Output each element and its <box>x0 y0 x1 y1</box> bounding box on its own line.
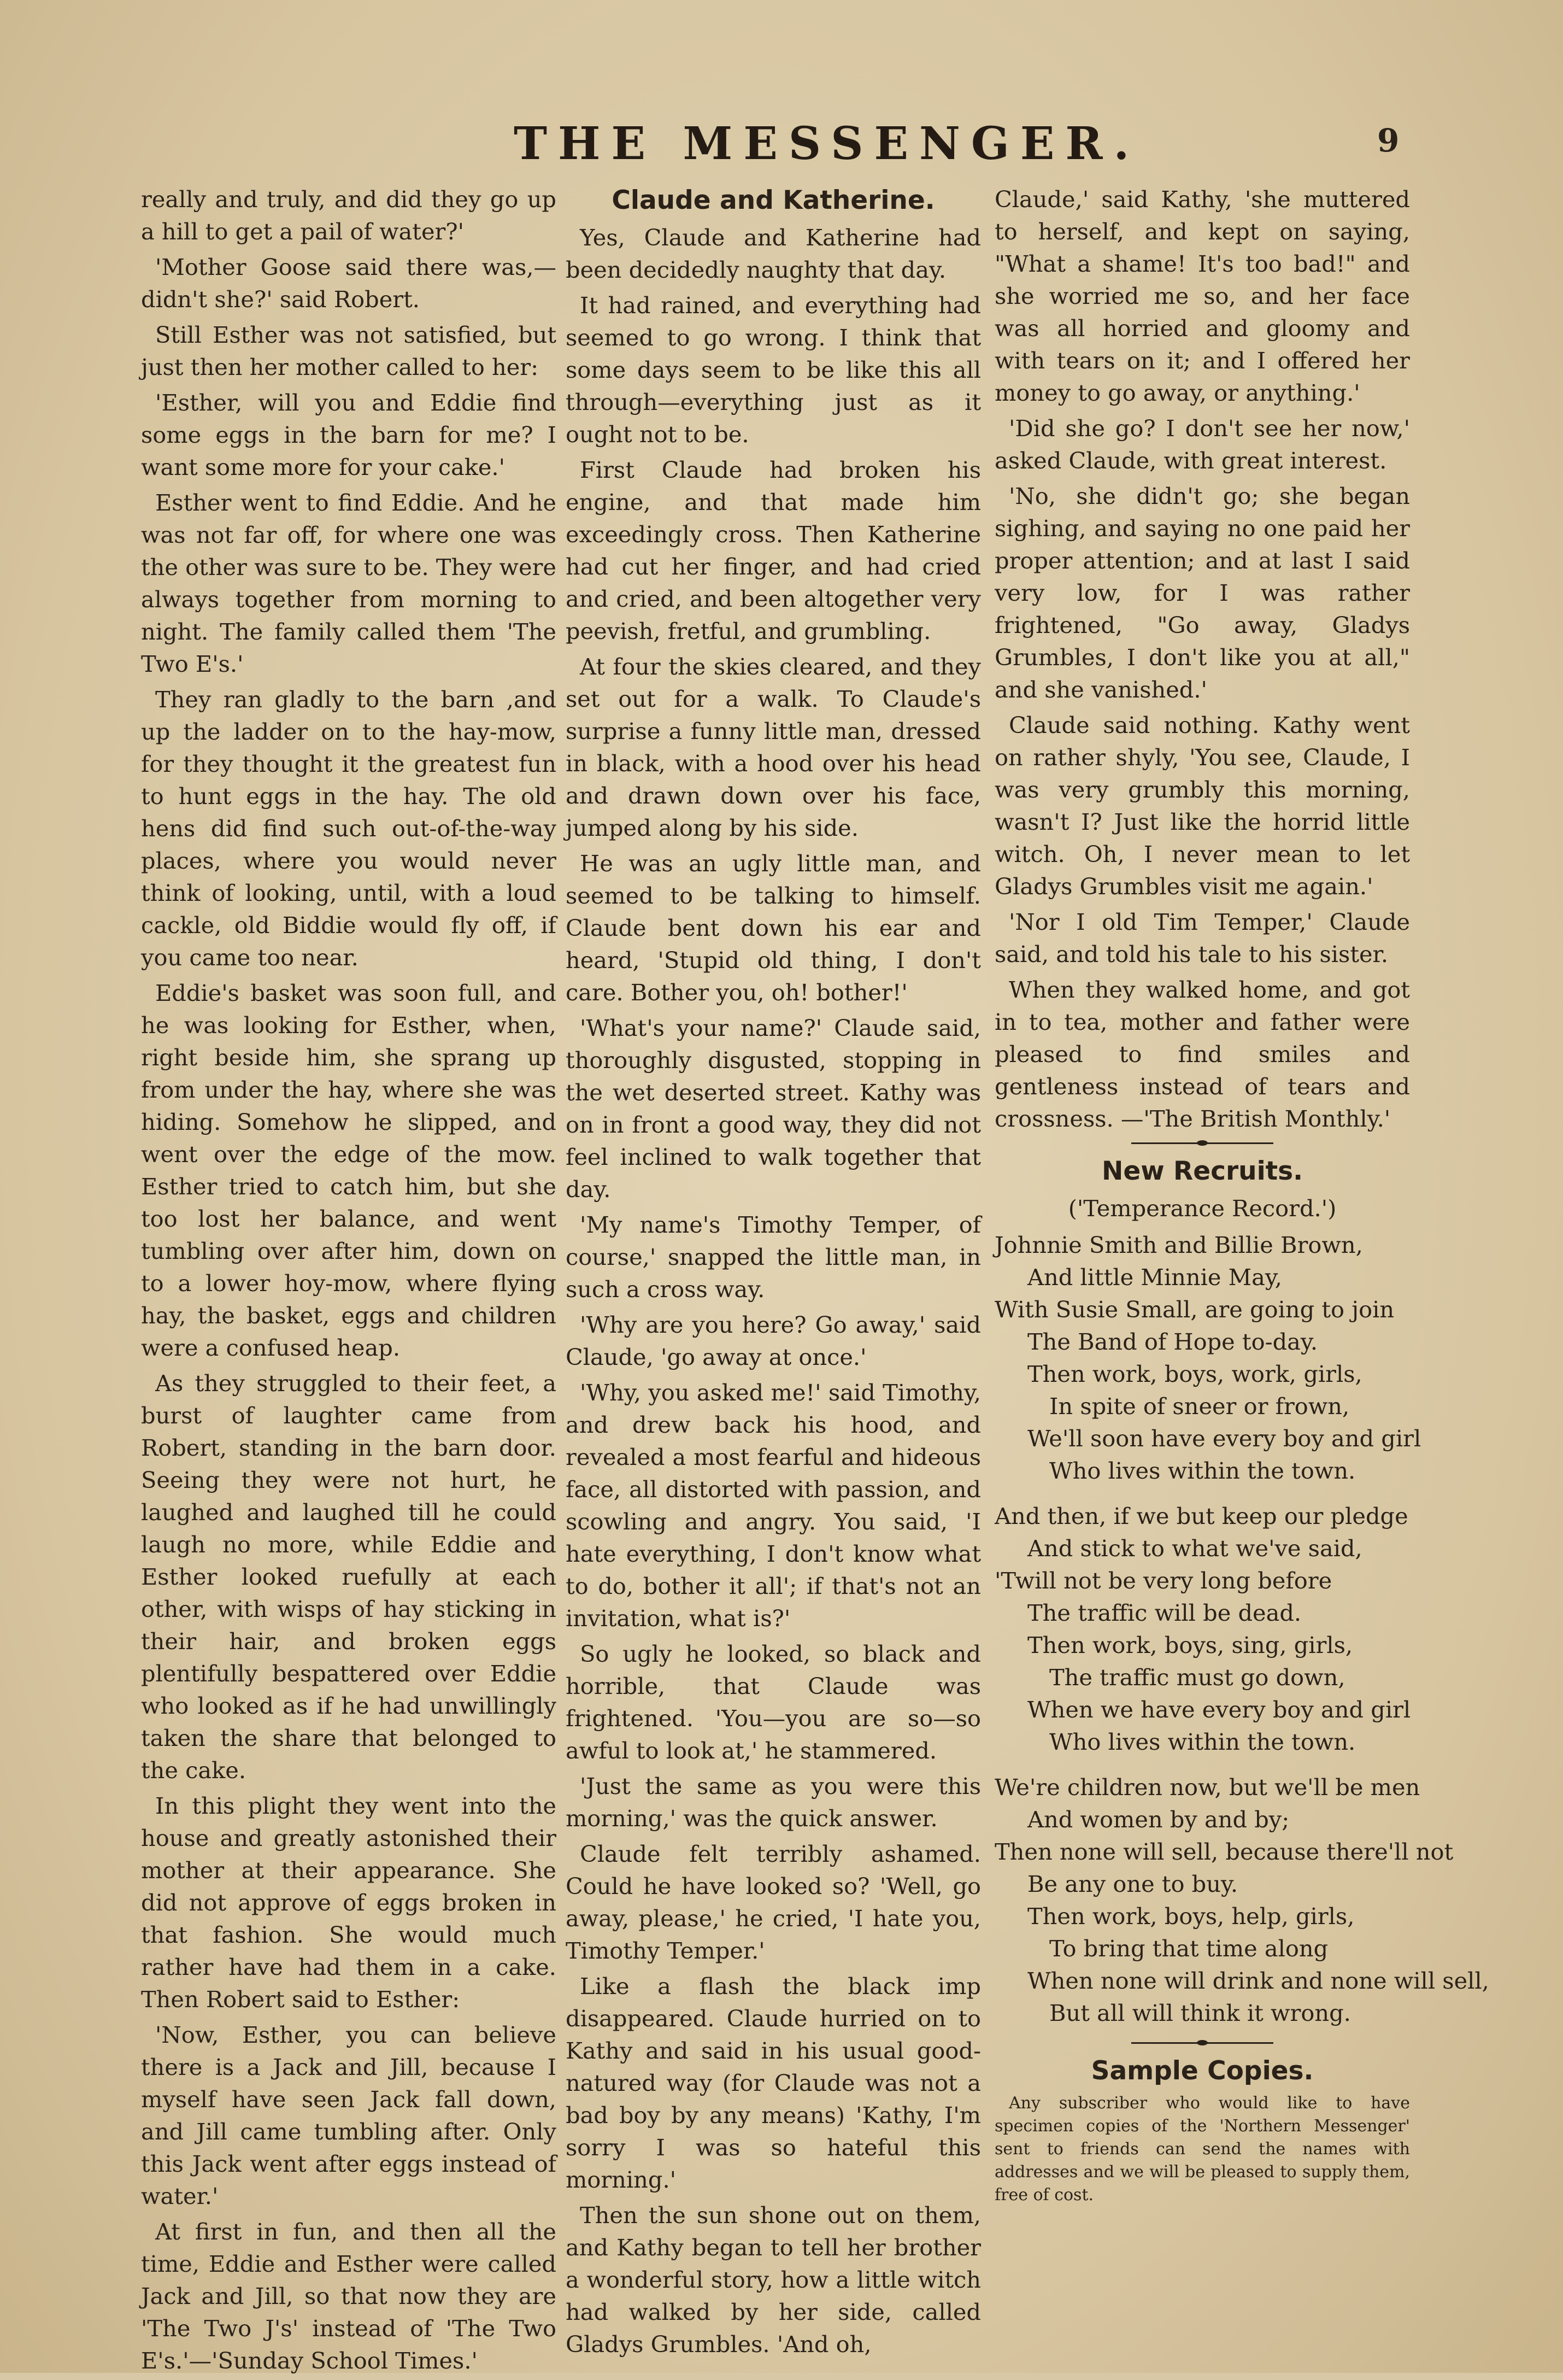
paragraph: Still Esther was not satisfied, but just then her mother called to her: <box>141 321 556 380</box>
paragraph: 'What's your name?' Claude said, thoroughly disgusted, stopping in the wet deserted street. Kathy was on in front a good way, they did not feel inclined to walk together that day. <box>566 1015 981 1203</box>
poem-line: Who lives within the town. <box>1049 1728 1356 1755</box>
poem-line: The traffic must go down, <box>1049 1664 1345 1691</box>
paragraph: Claude said nothing. Kathy went on rather shyly, 'You see, Claude, I was very grumbly this morning, wasn't I? Just like the horrid little witch. Oh, I never mean to let Gladys Grumbles visit me again.' <box>995 712 1410 900</box>
paragraph: Yes, Claude and Katherine had been decidedly naughty that day. <box>566 224 981 283</box>
poem-line: To bring that time along <box>1049 1935 1329 1962</box>
poem-line: Then work, boys, work, girls, <box>1027 1361 1362 1387</box>
poem-line: We're children now, but we'll be men <box>995 1774 1420 1801</box>
poem-line: And little Minnie May, <box>1027 1264 1282 1291</box>
paragraph: First Claude had broken his engine, and that made him exceedingly cross. Then Katherine had cut her finger, and had cried and cried, and been altogether very peevish, fretful, and grumbling. <box>566 456 981 644</box>
column-2 <box>566 183 981 2364</box>
poem-line: When none will drink and none will sell, <box>1027 1967 1489 1994</box>
poem-line: Then work, boys, help, girls, <box>1027 1903 1355 1930</box>
paragraph: As they struggled to their feet, a burst of laughter came from Robert, standing in the barn door. Seeing they were not hurt, he laughed and laughed till he could laugh no more, while Eddie and Esther looked ruefully at each other, with wisps of hay sticking in their hair, and broken eggs plentifully bespattered over Eddie who looked as if he had unwillingly taken the share that belonged to the cake. <box>141 1370 556 1784</box>
paragraph: 'My name's Timothy Temper, of course,' snapped the little man, in such a cross way. <box>566 1211 981 1303</box>
section-divider <box>1131 2042 1273 2044</box>
paragraph: 'Why are you here? Go away,' said Claude, 'go away at once.' <box>566 1311 981 1370</box>
poem <box>995 1229 1489 2029</box>
poem-line: In spite of sneer or frown, <box>1049 1393 1350 1420</box>
page-number: 9 <box>1377 122 1400 159</box>
paragraph: 'Mother Goose said there was,—didn't she?' said Robert. <box>141 254 556 313</box>
paragraph: It had rained, and everything had seemed to go wrong. I think that some days seem to be like this all through—everything just as it ought not to be. <box>566 292 981 448</box>
paragraph: really and truly, and did they go up a hill to get a pail of water?' <box>141 186 556 245</box>
paragraph: 'Why, you asked me!' said Timothy, and drew back his hood, and revealed a most fearful and hideous face, all distorted with passion, and scowling and angry. You said, 'I hate everything, I don't know what to do, bother it all'; if that's not an invitation, what is?' <box>566 1379 981 1632</box>
poem-line: And then, if we but keep our pledge <box>995 1503 1408 1529</box>
poem-stanza <box>995 1229 1421 1487</box>
poem-line: Who lives within the town. <box>1049 1457 1356 1484</box>
poem-line: Then none will sell, because there'll not <box>995 1838 1454 1865</box>
column-3 <box>995 183 1489 2207</box>
paragraph: In this plight they went into the house and greatly astonished their mother at their appearance. She did not approve of eggs broken in that fashion. She would much rather have had them in a cake. Then Robert said to Esther: <box>141 1792 556 2013</box>
paragraph: At four the skies cleared, and they set out for a walk. To Claude's surprise a funny little man, dressed in black, with a hood over his head and drawn down over his face, jumped along by his side. <box>566 653 981 841</box>
paragraph: 'Did she go? I don't see her now,' asked Claude, with great interest. <box>995 415 1410 474</box>
poem-line: 'Twill not be very long before <box>995 1567 1332 1594</box>
paragraph: Claude,' said Kathy, 'she muttered to herself, and kept on saying, "What a shame! It's too bad!" and she worried me so, and her face was all horried and gloomy and with tears on it; and I offered her money to go away, or anything.' <box>995 186 1410 406</box>
poem-line: But all will think it wrong. <box>1049 2000 1351 2026</box>
paragraph: 'Just the same as you were this morning,' was the quick answer. <box>566 1773 981 1832</box>
column-1 <box>141 183 556 2380</box>
paragraph: He was an ugly little man, and seemed to be talking to himself. Claude bent down his ear and heard, 'Stupid old thing, I don't care. Bother you, oh! bother!' <box>566 850 981 1006</box>
poem-title: New Recruits. <box>1102 1156 1303 1186</box>
poem-line: The traffic will be dead. <box>1027 1599 1302 1626</box>
poem-line: And stick to what we've said, <box>1027 1535 1362 1562</box>
poem-line: And women by and by; <box>1027 1806 1290 1833</box>
poem-source: ('Temperance Record.') <box>1068 1195 1337 1222</box>
poem-line: The Band of Hope to-day. <box>1027 1328 1318 1355</box>
paragraph: 'Esther, will you and Eddie find some eggs in the barn for me? I want some more for your cake.' <box>141 389 556 480</box>
poem-line: With Susie Small, are going to join <box>995 1296 1395 1323</box>
paragraph: 'No, she didn't go; she began sighing, and saying no one paid her proper attention; and at last I said very low, for I was rather frightened, "Go away, Gladys Grumbles, I don't like you at all," and she vanished.' <box>995 483 1410 703</box>
poem-stanza <box>995 1500 1410 1758</box>
paragraph: Like a flash the black imp disappeared. Claude hurried on to Kathy and said in his usual good-natured way (for Claude was not a bad boy by any means) 'Kathy, I'm sorry I was so hateful this morning.' <box>566 1973 981 2193</box>
paragraph: Claude felt terribly ashamed. Could he have looked so? 'Well, go away, please,' he cried, 'I hate you, Timothy Temper.' <box>566 1840 981 1964</box>
poem-line: We'll soon have every boy and girl <box>1027 1425 1421 1452</box>
paragraph: Eddie's basket was soon full, and he was looking for Esther, when, right beside him, she sprang up from under the hay, where she was hiding. Somehow he slipped, and went over the edge of the mow. Esther tried to catch him, but she too lost her balance, and went tumbling over after him, down on to a lower hoy-mow, where flying hay, the basket, eggs and children were a confused heap. <box>141 980 556 1361</box>
article-title: Claude and Katherine. <box>612 185 935 215</box>
notice-text: Any subscriber who would like to have specimen copies of the 'Northern Messenger' sent to friends can send the names with addresses and we will be pleased to supply them, free of cost. <box>995 2094 1410 2205</box>
poem-line: Be any one to buy. <box>1027 1871 1238 1897</box>
paragraph: 'Now, Esther, you can believe there is a Jack and Jill, because I myself have seen Jack fall down, and Jill came tumbling after. Only this Jack went after eggs instead of water.' <box>141 2021 556 2209</box>
section-divider <box>1131 1142 1273 1144</box>
notice-title: Sample Copies. <box>1091 2056 1314 2086</box>
paragraph: So ugly he looked, so black and horrible, that Claude was frightened. 'You—you are so—so awful to look at,' he stammered. <box>566 1640 981 1764</box>
paragraph: Esther went to find Eddie. And he was not far off, for where one was the other was sure to be. They were always together from morning to night. The family called them 'The Two E's.' <box>141 489 556 677</box>
poem-line: When we have every boy and girl <box>1027 1696 1411 1723</box>
masthead <box>0 118 1563 178</box>
poem-line: Then work, boys, sing, girls, <box>1027 1632 1353 1658</box>
paragraph: Then the sun shone out on them, and Kathy began to tell her brother a wonderful story, how a little witch had walked by her side, called Gladys Grumbles. 'And oh, <box>566 2202 981 2358</box>
masthead-title: THE MESSENGER. <box>514 118 1141 170</box>
poem-line: Johnnie Smith and Billie Brown, <box>995 1232 1363 1258</box>
paragraph: When they walked home, and got in to tea, mother and father were pleased to find smiles and gentleness instead of tears and crossness. —'The British Monthly.' <box>995 976 1410 1132</box>
paragraph: They ran gladly to the barn ,and up the ladder on to the hay-mow, for they thought it the greatest fun to hunt eggs in the hay. The old hens did find such out-of-the-way places, where you would never think of looking, until, with a loud cackle, old Biddie would fly off, if you came too near. <box>141 686 556 971</box>
paragraph: 'Nor I old Tim Temper,' Claude said, and told his tale to his sister. <box>995 908 1410 968</box>
paragraph: At first in fun, and then all the time, Eddie and Esther were called Jack and Jill, so that now they are 'The Two J's' instead of 'The Two E's.'—'Sunday School Times.' <box>141 2218 556 2374</box>
poem-stanza <box>995 1771 1489 2029</box>
